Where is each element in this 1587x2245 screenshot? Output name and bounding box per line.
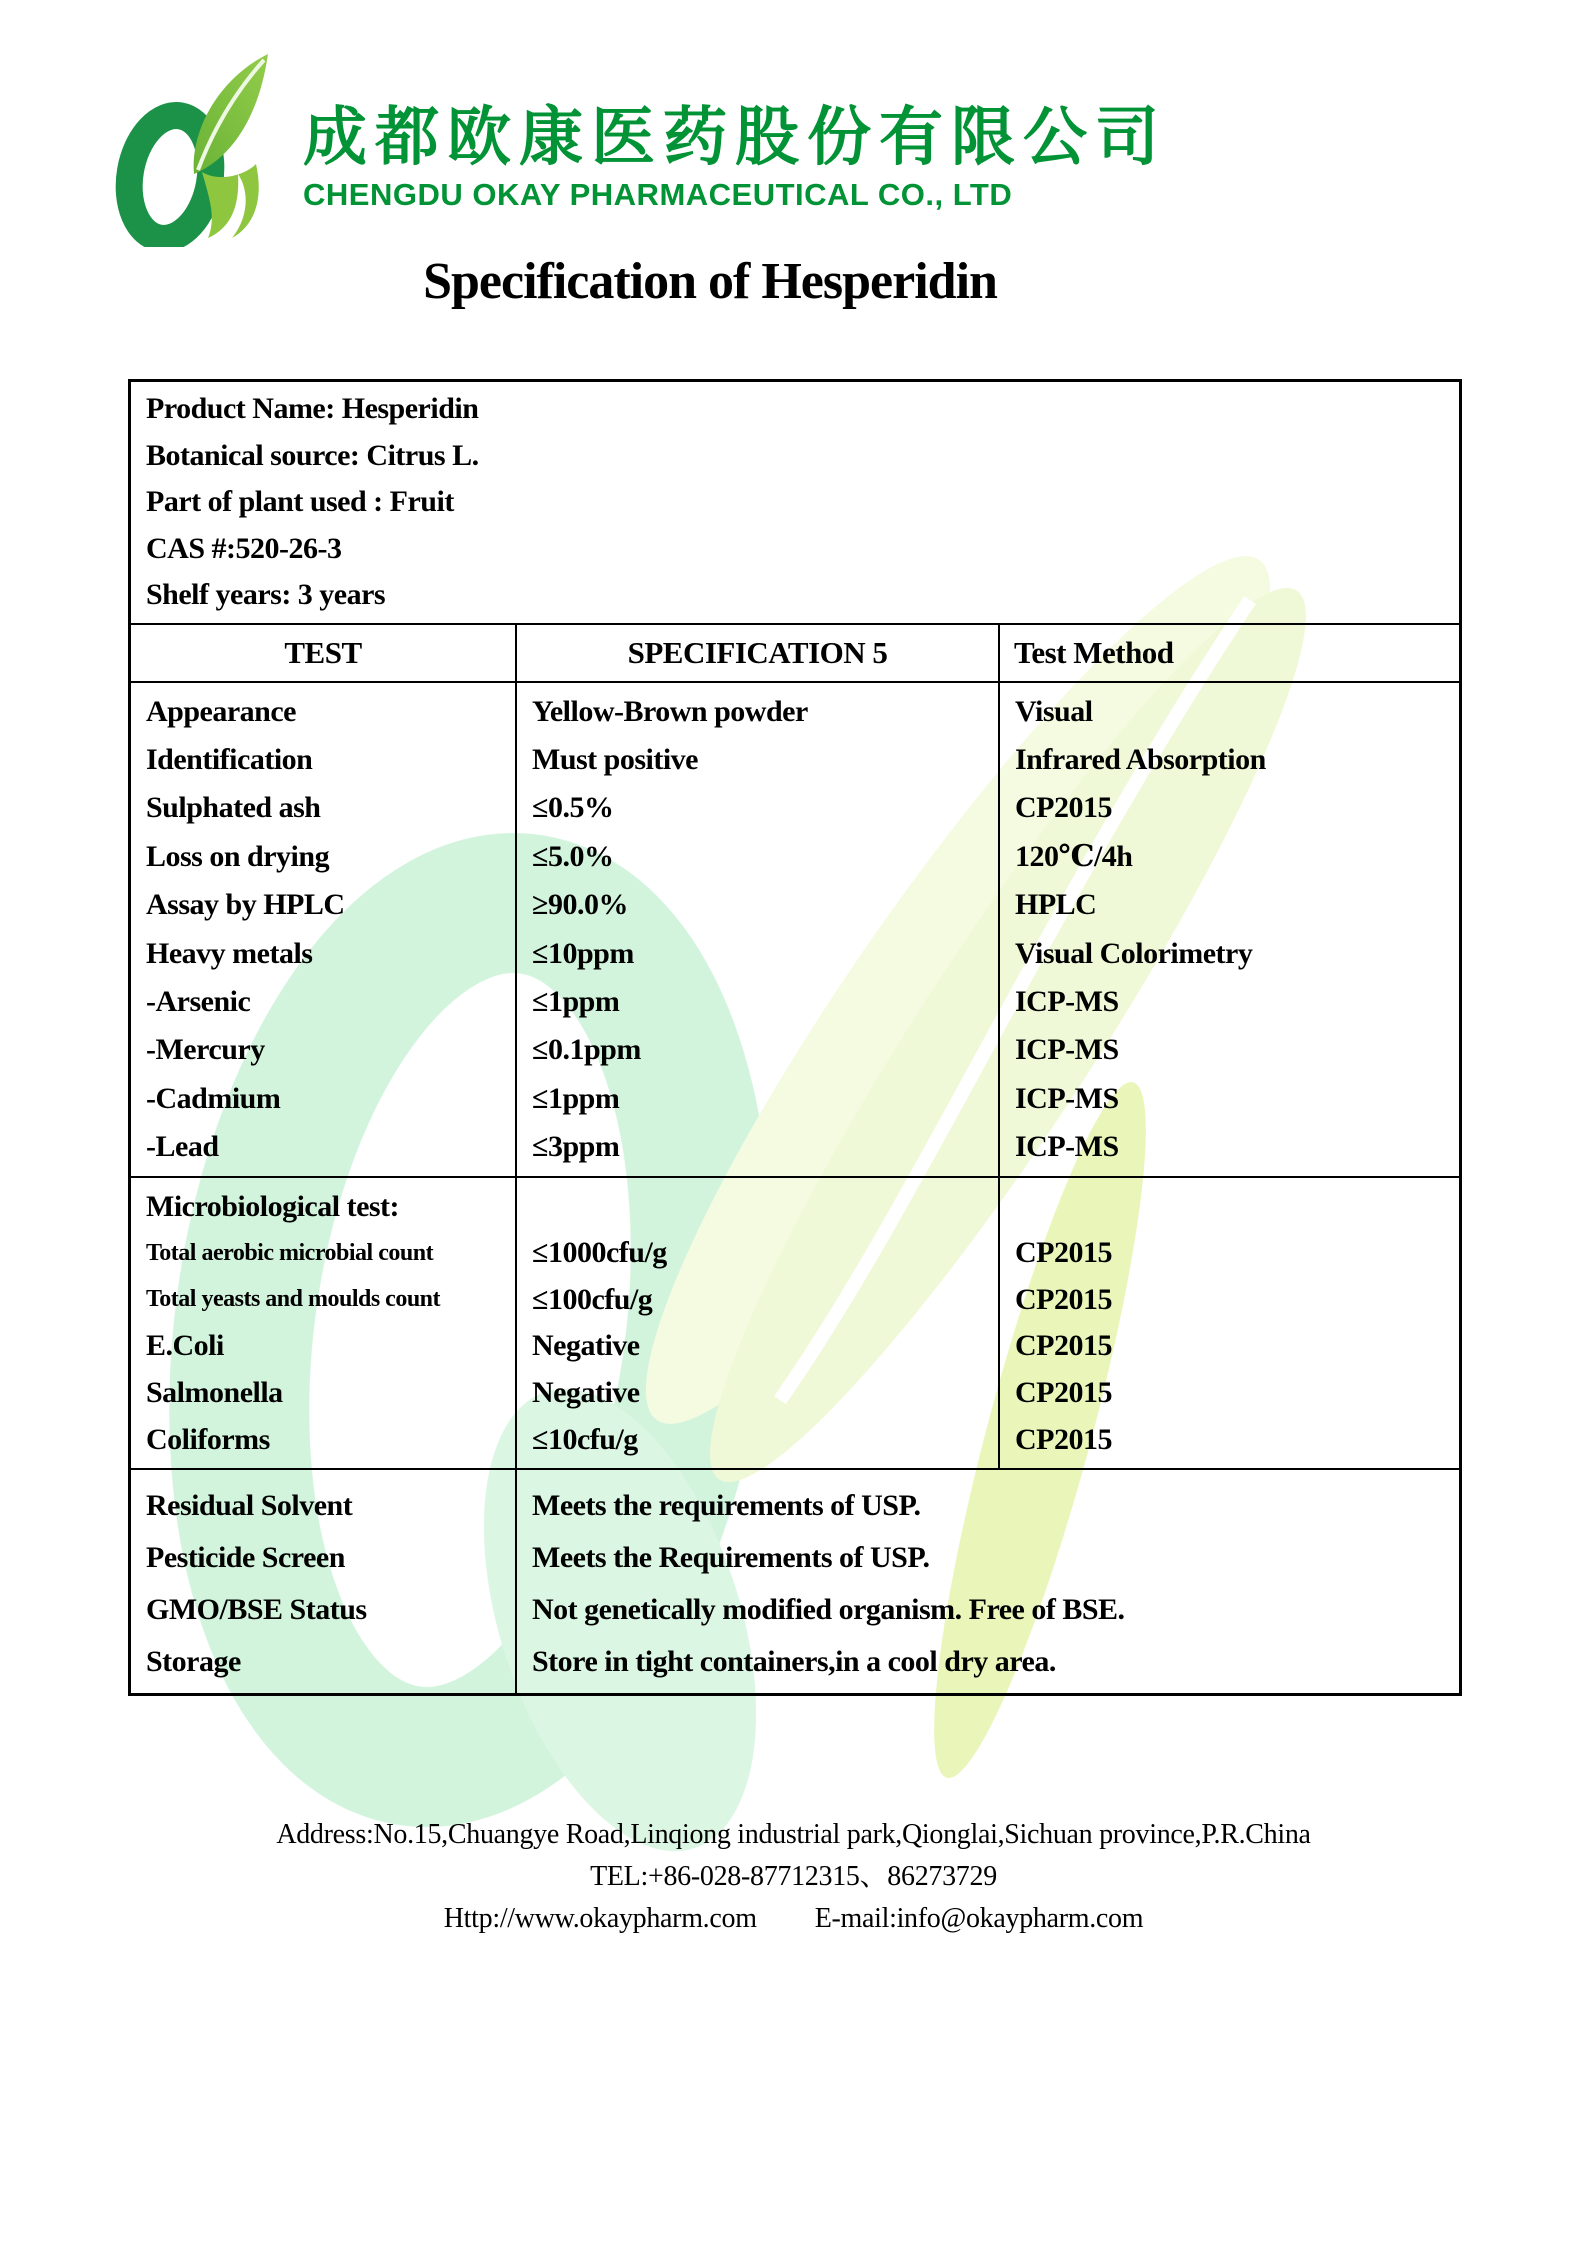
test-name: E.Coli [146,1329,224,1363]
test-method: Visual Colorimetry [1015,936,1253,970]
test-name: Identification [146,743,313,777]
test-name: Appearance [146,694,296,728]
method-column [998,1178,1459,1468]
test-name: GMO/BSE Status [146,1592,367,1626]
test-name: Total yeasts and moulds count [146,1286,441,1313]
test-method: HPLC [1015,888,1097,922]
spec-column-merged [515,1470,1459,1693]
spec-table [128,379,1462,1696]
company-name-block [303,101,1167,213]
table-section-microbiological [131,1176,1459,1468]
test-method: CP2015 [1015,1282,1112,1316]
table-header-row [131,623,1459,681]
test-method: 120℃/4h [1015,840,1133,874]
product-info-line: CAS #:520-26-3 [146,531,342,565]
test-name: -Mercury [146,1033,265,1067]
test-method: ICP-MS [1015,1081,1119,1115]
footer-website: Http://www.okaypharm.com [443,1903,757,1934]
test-name: Assay by HPLC [146,888,345,922]
spec-value: Negative [532,1329,640,1363]
test-method: CP2015 [1015,1236,1112,1270]
company-logo-icon [98,42,323,247]
method-column [998,683,1459,1177]
spec-value: Store in tight containers,in a cool dry area. [532,1644,1056,1678]
column-header-specification: SPECIFICATION 5 [515,625,998,681]
test-name: Pesticide Screen [146,1540,345,1574]
spec-column [515,1178,998,1468]
product-info-line: Product Name: Hesperidin [146,392,479,426]
page-title: Specification of Hesperidin [423,253,997,310]
spec-value: ≤0.1ppm [532,1033,641,1067]
spec-value: ≤10cfu/g [532,1422,638,1456]
spec-value: ≤1000cfu/g [532,1236,667,1270]
spec-value: Not genetically modified organism. Free of BSE. [532,1592,1125,1626]
test-name: Residual Solvent [146,1488,353,1522]
test-name: -Arsenic [146,985,251,1019]
test-method: ICP-MS [1015,1033,1119,1067]
test-name: Heavy metals [146,936,313,970]
section-title: Microbiological test: [146,1189,400,1223]
test-column [131,1470,515,1693]
test-method: CP2015 [1015,1329,1112,1363]
spec-value: ≥90.0% [532,888,628,922]
footer-tel: TEL:+86-028-87712315、86273729 [590,1861,997,1892]
table-section-general [131,1468,1459,1693]
spec-value: Must positive [532,743,698,777]
test-method: CP2015 [1015,791,1112,825]
footer-address: Address:No.15,Chuangye Road,Linqiong industrial park,Qionglai,Sichuan province,P.R.China [276,1819,1311,1850]
spec-value: Yellow-Brown powder [532,694,808,728]
spec-value: ≤100cfu/g [532,1282,653,1316]
company-name-en: CHENGDU OKAY PHARMACEUTICAL CO., LTD [303,177,1013,213]
column-header-test-method: Test Method [998,625,1459,681]
test-column [131,683,515,1177]
spec-value: ≤10ppm [532,936,634,970]
test-method: Visual [1015,694,1093,728]
test-column [131,1178,515,1468]
spacer [1015,1183,1459,1230]
product-info-line: Botanical source: Citrus L. [146,438,479,472]
test-method: ICP-MS [1015,1130,1119,1164]
test-name: -Cadmium [146,1081,281,1115]
spec-value: Meets the requirements of USP. [532,1488,921,1522]
test-method: CP2015 [1015,1376,1112,1410]
product-info-cell [131,382,1459,623]
spec-value: Negative [532,1376,640,1410]
product-info-section [131,382,1459,623]
spec-value: ≤3ppm [532,1130,620,1164]
test-name: Sulphated ash [146,791,321,825]
footer-email: E-mail:info@okaypharm.com [814,1903,1144,1934]
test-name: Storage [146,1644,241,1678]
test-method: Infrared Absorption [1015,743,1266,777]
test-name: Coliforms [146,1422,270,1456]
spec-value: ≤1ppm [532,985,620,1019]
test-name: Loss on drying [146,839,330,873]
test-name: Total aerobic microbial count [146,1239,434,1266]
footer [0,1814,1587,1940]
test-name: -Lead [146,1130,219,1164]
spec-value: Meets the Requirements of USP. [532,1540,930,1574]
test-method: CP2015 [1015,1422,1112,1456]
spec-value: ≤5.0% [532,839,614,873]
product-info-line: Part of plant used : Fruit [146,485,454,519]
company-name-cn: 成都欧康医药股份有限公司 [303,101,1167,173]
spacer [532,1183,998,1230]
table-section-physical [131,681,1459,1177]
spec-value: ≤0.5% [532,791,614,825]
footer-web-line [0,1898,1587,1940]
test-name: Salmonella [146,1376,283,1410]
product-info-line: Shelf years: 3 years [146,578,386,612]
spec-value: ≤1ppm [532,1081,620,1115]
test-method: ICP-MS [1015,985,1119,1019]
column-header-test: TEST [284,634,362,670]
spec-column [515,683,998,1177]
